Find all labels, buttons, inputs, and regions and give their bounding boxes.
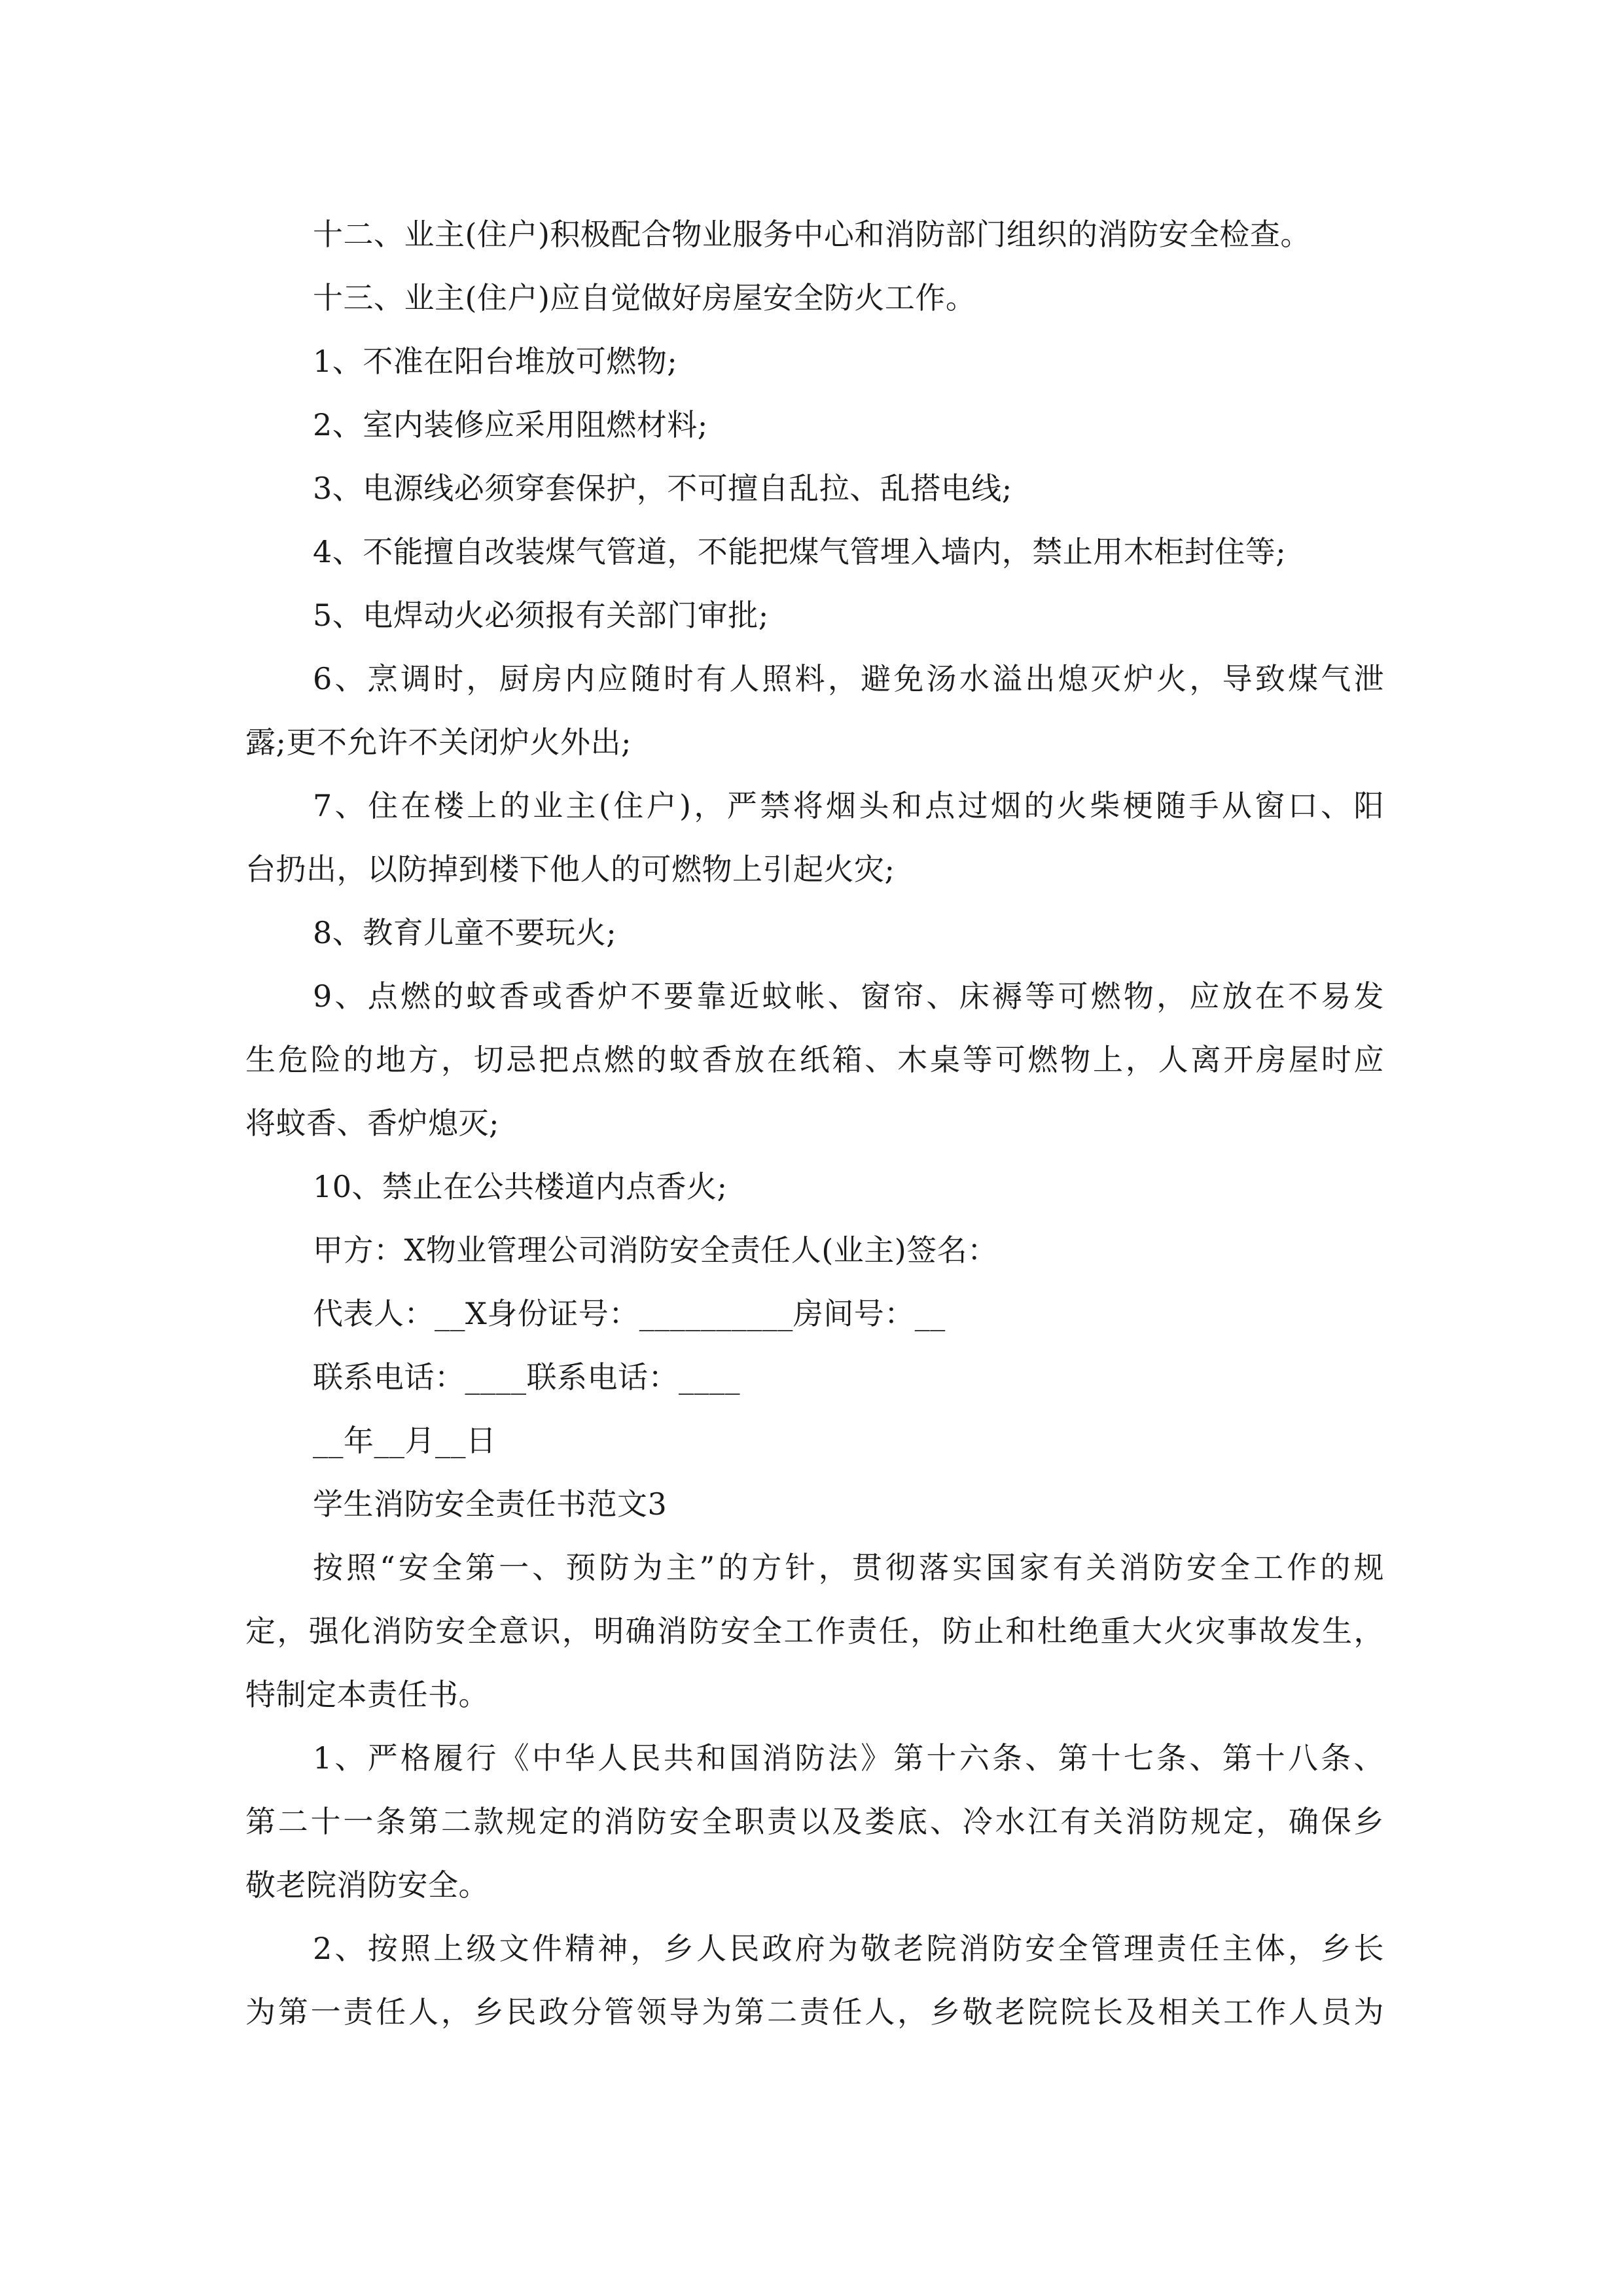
date-line: __年__月__日	[313, 1423, 497, 1458]
text-line: 敬老院消防安全。	[245, 1867, 489, 1903]
text-line: 第二十一条第二款规定的消防安全职责以及娄底、冷水江有关消防规定，确保乡	[245, 1804, 1384, 1839]
text-line: 十二、业主(住户)积极配合物业服务中心和消防部门组织的消防安全检查。	[313, 217, 1311, 252]
text-line: 10、禁止在公共楼道内点香火;	[313, 1169, 728, 1204]
section-heading: 学生消防安全责任书范文3	[313, 1486, 668, 1522]
text-line: 2、按照上级文件精神，乡人民政府为敬老院消防安全管理责任主体，乡长	[313, 1931, 1384, 1966]
text-line: 露;更不允许不关闭炉火外出;	[245, 725, 632, 760]
text-line: 按照“安全第一、预防为主”的方针，贯彻落实国家有关消防安全工作的规	[313, 1550, 1384, 1585]
document-body	[245, 203, 1384, 2044]
text-line: 5、电焊动火必须报有关部门审批;	[313, 598, 769, 633]
text-line: 4、不能擅自改装煤气管道，不能把煤气管埋入墙内，禁止用木柜封住等;	[313, 534, 1287, 569]
text-line: 7、住在楼上的业主(住户)，严禁将烟头和点过烟的火柴梗随手从窗口、阳	[313, 788, 1384, 823]
text-line: 十三、业主(住户)应自觉做好房屋安全防火工作。	[313, 280, 976, 315]
representative-line: 代表人：__X身份证号：__________房间号：__	[313, 1296, 946, 1331]
text-line: 生危险的地方，切忌把点燃的蚊香放在纸箱、木桌等可燃物上，人离开房屋时应	[245, 1042, 1384, 1077]
text-line: 3、电源线必须穿套保护，不可擅自乱拉、乱搭电线;	[313, 471, 1012, 506]
text-line: 为第一责任人，乡民政分管领导为第二责任人，乡敬老院院长及相关工作人员为	[245, 1994, 1384, 2030]
text-line: 定，强化消防安全意识，明确消防安全工作责任，防止和杜绝重大火灾事故发生，	[245, 1613, 1384, 1649]
text-line: 台扔出，以防掉到楼下他人的可燃物上引起火灾;	[245, 852, 895, 887]
text-line: 特制定本责任书。	[245, 1677, 489, 1712]
text-line: 9、点燃的蚊香或香炉不要靠近蚊帐、窗帘、床褥等可燃物，应放在不易发	[313, 978, 1384, 1014]
contact-phone-line: 联系电话：____联系电话：____	[313, 1359, 740, 1395]
text-line: 8、教育儿童不要玩火;	[313, 915, 617, 950]
text-line: 将蚊香、香炉熄灭;	[245, 1105, 499, 1141]
text-line: 1、严格履行《中华人民共和国消防法》第十六条、第十七条、第十八条、	[313, 1740, 1384, 1776]
text-line: 6、烹调时，厨房内应随时有人照料，避免汤水溢出熄灭炉火，导致煤气泄	[313, 661, 1384, 696]
text-line: 1、不准在阳台堆放可燃物;	[313, 344, 678, 379]
signature-party-line: 甲方：X物业管理公司消防安全责任人(业主)签名：	[313, 1232, 998, 1268]
text-line: 2、室内装修应采用阻燃材料;	[313, 407, 708, 442]
